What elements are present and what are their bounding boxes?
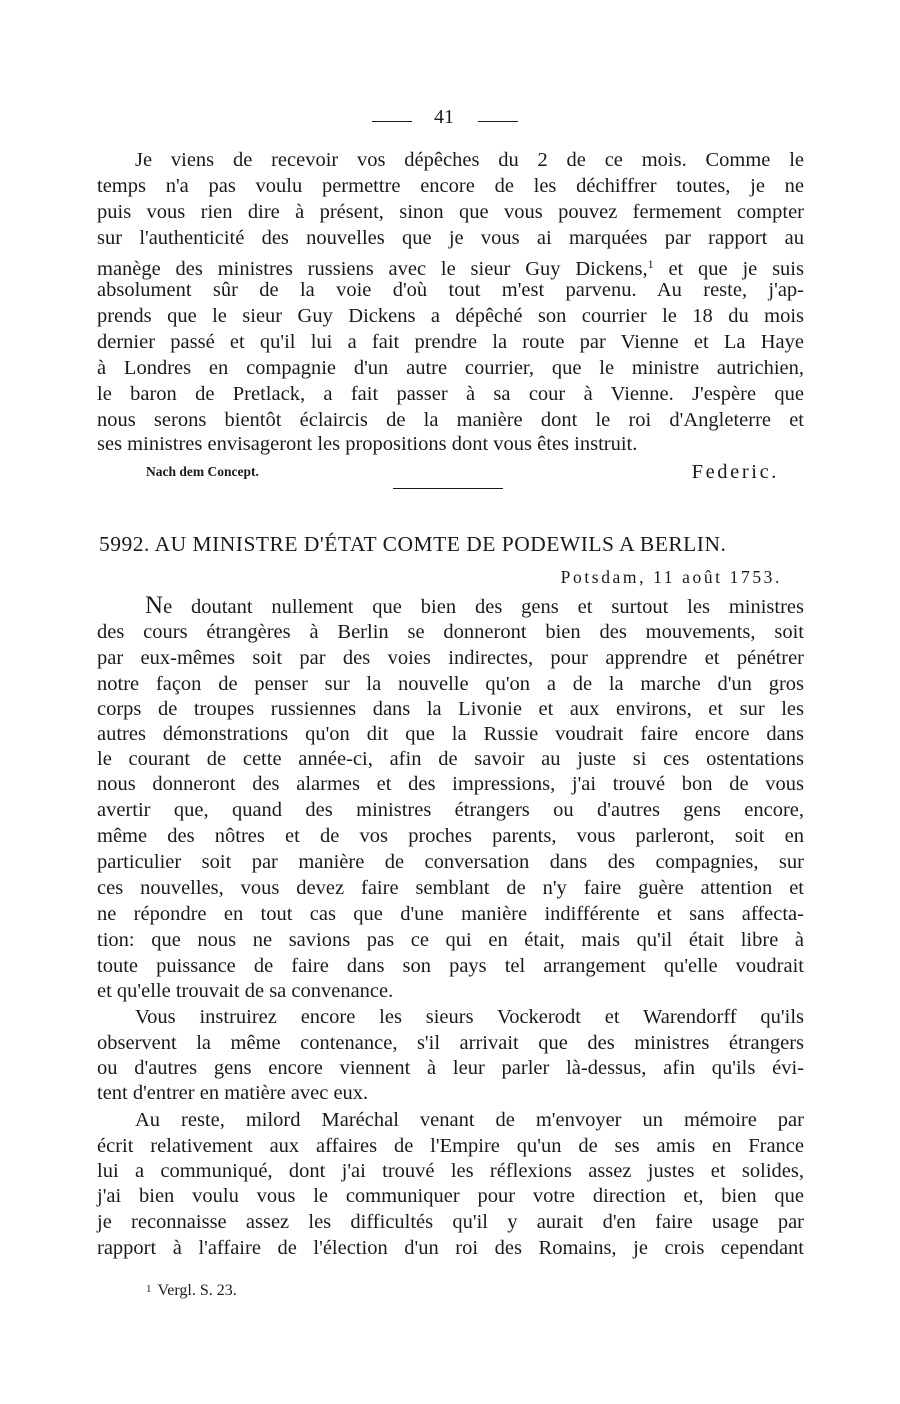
text-line: lui a communiqué, dont j'ai trouvé les réflexions assez justes et solides, <box>97 1160 804 1182</box>
text-line: ses ministres envisageront les propositions dont vous êtes instruit. <box>97 433 638 455</box>
text-line: le baron de Pretlack, a fait passer à sa cour à Vienne. J'espère que <box>97 383 804 405</box>
page-number-rule-left <box>372 121 412 122</box>
text-line: ces nouvelles, vous devez faire semblant de n'y faire guère attention et <box>97 877 804 899</box>
text-line: des cours étrangères à Berlin se donneront bien des mouvements, soit <box>97 621 804 643</box>
text-line: toute puissance de faire dans son pays tel arrangement qu'elle voudrait <box>97 955 804 977</box>
text-line: Au reste, milord Maréchal venant de m'envoyer un mémoire par <box>135 1109 804 1131</box>
section-heading: 5992. AU MINISTRE D'ÉTAT COMTE DE PODEWILS A BERLIN. <box>99 532 727 556</box>
text-line: même des nôtres et de vos proches parents, vous parleront, soit en <box>97 825 804 847</box>
text-line: tent d'entrer en matière avec eux. <box>97 1082 369 1104</box>
text-line: je reconnaisse assez les difficultés qu'il y aurait d'en faire usage par <box>97 1211 804 1233</box>
text-line: observent la même contenance, s'il arrivait que des ministres étrangers <box>97 1032 804 1054</box>
text-line: nous serons bientôt éclaircis de la manière dont le roi d'Angleterre et <box>97 409 804 431</box>
text-line: nous donneront des alarmes et des impressions, j'ai trouvé bon de vous <box>97 773 804 795</box>
text-line: autres démonstrations qu'on dit que la Russie voudrait faire encore dans <box>97 723 804 745</box>
signature: Federic. <box>691 461 779 483</box>
drop-initial: N <box>145 592 164 619</box>
section-divider <box>393 488 503 489</box>
text-line: par eux-mêmes soit par des voies indirectes, pour apprendre et pénétrer <box>97 647 804 669</box>
text-line-segment: e doutant nullement que bien des gens et surtout les ministres <box>163 596 804 618</box>
footnote <box>146 1279 237 1301</box>
page-number-rule-right <box>478 121 518 122</box>
footnote-text: Vergl. S. 23. <box>157 1282 237 1299</box>
text-line: j'ai bien voulu vous le communiquer pour votre direction et, bien que <box>97 1185 804 1207</box>
text-line-segment: manège des ministres russiens avec le sieur Guy Dickens, <box>97 258 648 280</box>
text-line: ne répondre en tout cas que d'une manière indifférente et sans affecta- <box>97 903 804 925</box>
page-number: 41 <box>434 106 454 128</box>
text-line: le courant de cette année-ci, afin de savoir au juste si ces ostentations <box>97 748 804 770</box>
text-line: dernier passé et qu'il lui a fait prendre la route par Vienne et La Haye <box>97 331 804 353</box>
text-line <box>97 252 804 280</box>
dateline: Potsdam, 11 août 1753. <box>560 567 782 587</box>
text-line: puis vous rien dire à présent, sinon que vous pouvez fermement compter <box>97 201 804 223</box>
text-line: prends que le sieur Guy Dickens a dépêché son courrier le 18 du mois <box>97 305 804 327</box>
text-line <box>145 594 804 618</box>
text-line: notre façon de penser sur la nouvelle qu'on a de la marche d'un gros <box>97 673 804 695</box>
text-line: absolument sûr de la voie d'où tout m'est parvenu. Au reste, j'ap- <box>97 279 804 301</box>
text-line: à Londres en compagnie d'un autre courrier, que le ministre autrichien, <box>97 357 804 379</box>
text-line: corps de troupes russiennes dans la Livonie et aux environs, et sur les <box>97 698 804 720</box>
source-note: Nach dem Concept. <box>146 464 259 479</box>
text-line: Je viens de recevoir vos dépêches du 2 de ce mois. Comme le <box>135 149 804 171</box>
footnote-marker: 1 <box>146 1283 152 1295</box>
text-line: et qu'elle trouvait de sa convenance. <box>97 980 394 1002</box>
text-line: rapport à l'affaire de l'élection d'un roi des Romains, je crois cependant <box>97 1237 804 1259</box>
text-line-segment: et que je suis <box>653 258 804 280</box>
text-line: ou d'autres gens encore viennent à leur parler là-dessus, afin qu'ils évi- <box>97 1057 804 1079</box>
footnote-reference: 1 <box>647 257 654 271</box>
text-line: sur l'authenticité des nouvelles que je vous ai marquées par rapport au <box>97 227 804 249</box>
text-line: tion: que nous ne savions pas ce qui en était, mais qu'il était libre à <box>97 929 804 951</box>
text-line: temps n'a pas voulu permettre encore de les déchiffrer toutes, je ne <box>97 175 804 197</box>
text-line: avertir que, quand des ministres étrangers ou d'autres gens encore, <box>97 799 804 821</box>
text-line: particulier soit par manière de conversation dans des compagnies, sur <box>97 851 804 873</box>
text-line: écrit relativement aux affaires de l'Empire qu'un de ses amis en France <box>97 1135 804 1157</box>
text-line: Vous instruirez encore les sieurs Vockerodt et Warendorff qu'ils <box>135 1006 804 1028</box>
